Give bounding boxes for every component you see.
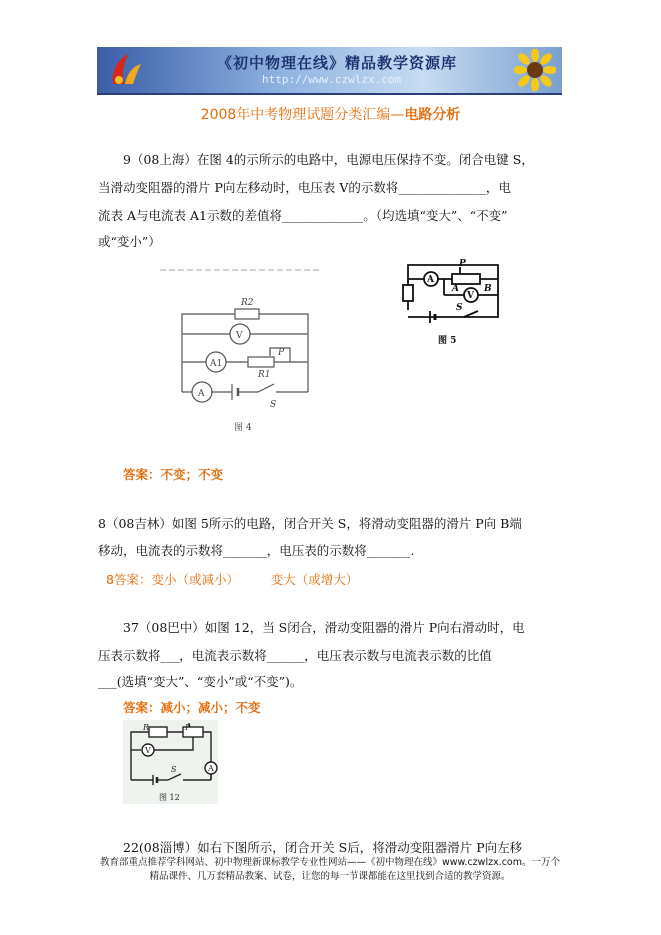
- fig12-label-r: R: [143, 723, 150, 732]
- q8-line-1: 8（08吉林）如图 5所示的电路，闭合开关 S，将滑动变阻器的滑片 P向 B端: [98, 516, 522, 531]
- page-footer: [60, 856, 600, 884]
- fig12-label-p: P: [185, 723, 191, 732]
- site-logo-icon: [105, 50, 145, 90]
- fig5-label-p: P: [459, 259, 466, 269]
- fig4-label-v: V: [236, 331, 243, 341]
- fig5-label-b: B: [484, 284, 492, 294]
- footer-line-2: 精品课件、几万套精品教案、试卷，让您的每一节课都能在这里找到合适的教学资源。: [149, 871, 511, 882]
- q37-line-3: ___(选填“变大”、“变小”或“不变”)。: [98, 674, 303, 689]
- q9-answer: 答案：不变；不变: [123, 467, 224, 482]
- fig5-label-ammeter: A: [427, 275, 434, 285]
- fig12-label-a: A: [208, 764, 214, 773]
- fig5-label-s: S: [456, 303, 463, 313]
- q9-line-3: 流表 A与电流表 A1示数的差值将_____________。（均选填“变大”、“不变”: [98, 208, 508, 223]
- fig5-caption: 图 5: [438, 336, 457, 346]
- title-bold: 电路分析: [404, 107, 461, 123]
- fig12-label-v: V: [145, 746, 151, 755]
- fig5-label-a: A: [452, 284, 459, 294]
- q37-answer: 答案：减小；减小；不变: [123, 700, 261, 715]
- q9-line-2: 当滑动变阻器的滑片 P向左移动时，电压表 V的示数将______________，电: [98, 180, 511, 195]
- fig5-label-v: V: [467, 291, 474, 301]
- fig4-label-a1: A1: [210, 359, 223, 369]
- figure-5-circuit: [398, 255, 508, 350]
- q37-line-2: 压表示数将___，电流表示数将______，电压表示数与电流表示数的比值: [98, 648, 492, 663]
- fig12-label-s: S: [171, 765, 177, 774]
- banner-url[interactable]: http://www.czwlzx.com: [262, 73, 402, 86]
- q8-line-2: 移动，电流表的示数将_______，电压表的示数将_______.: [98, 543, 415, 558]
- footer-line-1: 教育部重点推荐学科网站、初中物理新课标教学专业性网站——《初中物理在线》www.czwlzx.com。一万个: [100, 857, 560, 868]
- figure-4-circuit: [150, 262, 340, 442]
- q37-line-1: 37（08巴中）如图 12，当 S闭合，滑动变阻器的滑片 P向右滑动时，电: [123, 620, 525, 635]
- q22-line: 22(08淄博）如右下图所示，闭合开关 S后，将滑动变阻器滑片 P向左移: [123, 840, 523, 855]
- banner-title: 《初中物理在线》精品教学资源库: [217, 54, 458, 72]
- fig4-label-s: S: [270, 400, 277, 410]
- q8-answer: 8答案：变小（或减小） 变大（或增大）: [106, 572, 359, 587]
- q9-line-4: 或“变小”）: [98, 234, 161, 249]
- fig4-label-r2: R2: [241, 298, 254, 308]
- sunflower-icon: [514, 49, 556, 91]
- fig4-caption: 图 4: [234, 423, 252, 433]
- fig4-label-r1: R1: [258, 370, 271, 380]
- fig4-label-a: A: [198, 389, 205, 399]
- figure-12-circuit: [123, 720, 218, 804]
- q9-line-1: 9（08上海）在图 4的示所示的电路中，电源电压保持不变。闭合电键 S，: [123, 152, 534, 167]
- site-banner: [97, 47, 562, 95]
- title-prefix: 2008年中考物理试题分类汇编—: [200, 107, 405, 123]
- fig4-label-p: P: [278, 348, 285, 358]
- page-title: [0, 104, 661, 124]
- fig12-caption: 图 12: [159, 793, 180, 802]
